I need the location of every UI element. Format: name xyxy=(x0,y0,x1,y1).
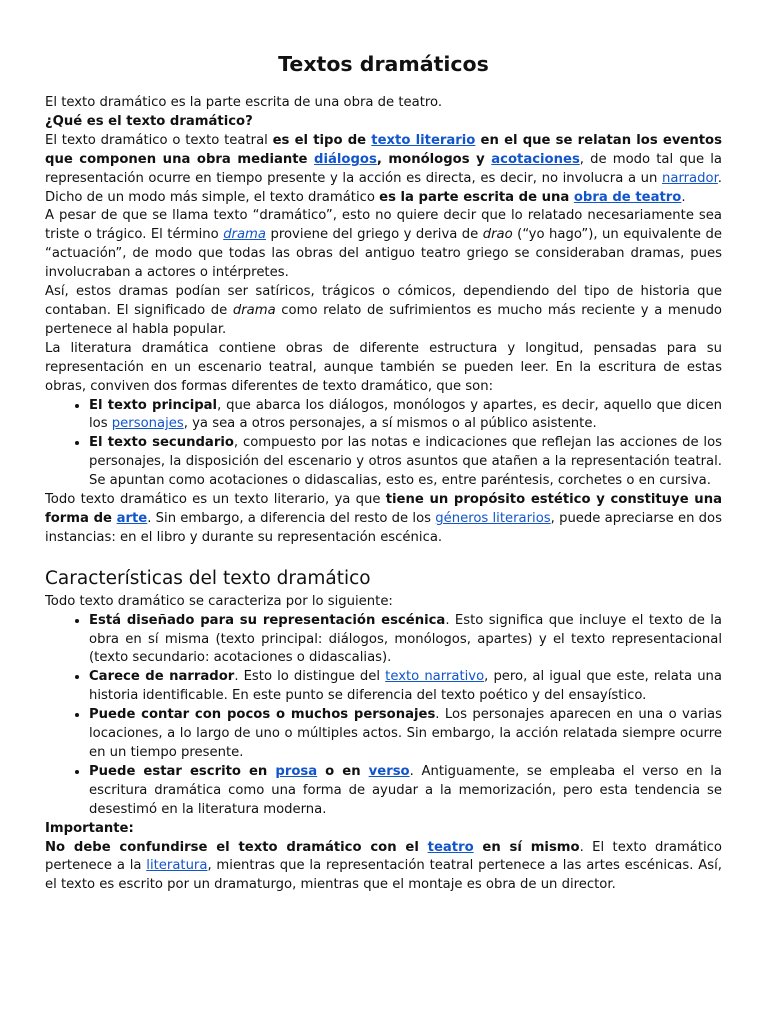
bold-text: Puede estar escrito en xyxy=(89,763,276,779)
inline-link[interactable]: texto literario xyxy=(371,132,476,148)
caracteristicas-section xyxy=(45,593,722,896)
inline-link[interactable]: texto narrativo xyxy=(385,669,485,685)
intro-closing-paragraphs xyxy=(45,491,722,548)
text-run: . Esto lo distingue del xyxy=(234,669,386,685)
text-run: como relato de sufrimientos es mucho más reciente y a menudo pertenece al habla popular. xyxy=(45,302,723,337)
text-run: , ya sea a otros personajes, a sí mismos o al público asistente. xyxy=(183,416,597,432)
bold-text: tiene un propósito estético y constituye una forma de xyxy=(45,492,722,526)
text-run: El texto dramático es la parte escrita de una obra de teatro. xyxy=(45,95,443,110)
bold-text: No debe confundirse el texto dramático con el xyxy=(45,839,428,855)
inline-link[interactable]: narrador xyxy=(662,170,718,186)
text-run: (“yo hago”), un equivalente de “actuación”, de modo que todas las obras del antiguo teatro griego se consideraban dramas, pues involucraban a actores o intérpretes. xyxy=(45,227,722,281)
paragraph xyxy=(45,94,722,113)
text-run: . Sin embargo, a diferencia del resto de los xyxy=(147,510,436,526)
inline-link[interactable]: teatro xyxy=(427,839,474,855)
bold-text: Está diseñado para su representación escénica xyxy=(89,612,446,628)
inline-link[interactable]: prosa xyxy=(275,763,318,779)
text-run: Todo texto dramático se caracteriza por lo siguiente: xyxy=(45,593,393,609)
bold-text: El texto secundario xyxy=(89,435,234,451)
paragraph xyxy=(45,113,722,132)
paragraph xyxy=(45,132,722,208)
inline-link[interactable]: géneros literarios xyxy=(435,510,551,526)
text-run: La literatura dramática contiene obras de diferente estructura y longitud, pensadas para su representación en un escenario teatral, aunque también se pueden leer. En la escritura de estas obras, conviven dos formas diferentes de texto dramático, que son: xyxy=(45,340,722,394)
text-run: , pero, al igual que este, relata una historia identificable. En este punto se diferencia del texto poético y del ensayístico. xyxy=(89,669,722,704)
text-run: A pesar de que se llama texto “dramático”, esto no quiere decir que lo relatado necesariamente sea triste o trágico. El término xyxy=(45,208,722,243)
bold-text: es la parte escrita de una xyxy=(379,189,574,205)
text-run: , mientras que la representación teatral pertenece a las artes escénicas. Así, el texto es escrito por un dramaturgo, mientras que el montaje es obra de un director. xyxy=(45,858,722,893)
bold-text: en sí mismo xyxy=(473,839,580,855)
text-run: Así, estos dramas podían ser satíricos, trágicos o cómicos, dependiendo del tipo de historia que contaban. El significado de xyxy=(45,284,722,318)
italic-text: drama xyxy=(232,302,276,318)
text-run: Todo texto dramático es un texto literario, ya que xyxy=(45,492,386,508)
bold-text: ¿Qué es el texto dramático? xyxy=(45,113,253,129)
bold-text: Carece de narrador xyxy=(89,669,235,685)
inline-link[interactable]: obra de teatro xyxy=(573,189,682,205)
list-item xyxy=(89,706,722,763)
text-run: . xyxy=(681,189,686,205)
paragraph xyxy=(45,283,722,340)
inline-link[interactable]: diálogos xyxy=(314,151,377,167)
italic-text: drao xyxy=(482,227,513,243)
list-item xyxy=(89,763,722,820)
bold-text: El texto principal xyxy=(89,397,218,413)
paragraph xyxy=(45,839,722,896)
bold-text: o en xyxy=(317,763,369,779)
list-item xyxy=(89,434,722,491)
paragraph xyxy=(45,340,722,397)
inline-link[interactable]: drama xyxy=(223,227,266,243)
bold-text: en el que se relatan los eventos que componen una obra mediante xyxy=(45,132,722,167)
text-run: , que abarca los diálogos, monólogos y apartes, es decir, aquello que dicen los xyxy=(89,397,722,432)
paragraph xyxy=(45,593,722,612)
inline-link[interactable]: verso xyxy=(368,763,410,779)
section-heading-caracteristicas: Características del texto dramático xyxy=(45,567,371,589)
intro-bullet-list xyxy=(45,397,722,492)
inline-link[interactable]: personajes xyxy=(111,416,184,432)
text-run: , puede apreciarse en dos instancias: en el libro y durante su representación escénica. xyxy=(45,510,722,545)
text-run: . Esto significa que incluye el texto de la obra en sí misma (texto principal: diálogos, monólogos, apartes) y el texto representacional (texto secundario: acotaciones o didascalias). xyxy=(89,612,722,666)
text-run: . Antiguamente, se empleaba el verso en la escritura dramática como una forma de ayudar a la memorización, pero esta tendencia se desestimó en la literatura moderna. xyxy=(89,763,723,817)
text-run: . El texto dramático pertenece a la xyxy=(45,839,722,874)
bold-text: , monólogos y xyxy=(376,151,492,167)
inline-link[interactable]: arte xyxy=(116,510,148,526)
text-run: , de modo tal que la representación ocurre en tiempo presente y la acción es directa, es decir, no involucra a un xyxy=(45,151,723,186)
caracteristicas-bullet-list xyxy=(45,612,722,820)
list-item xyxy=(89,668,722,706)
paragraph xyxy=(45,820,722,839)
section-intro-paragraphs xyxy=(45,593,722,612)
paragraph xyxy=(45,207,722,283)
bold-text: Importante: xyxy=(45,820,134,836)
intro-section xyxy=(45,94,722,548)
text-run: . Dicho de un modo más simple, el texto dramático xyxy=(45,170,722,205)
bold-text: es el tipo de xyxy=(272,132,372,148)
list-item xyxy=(89,612,722,669)
section-closing-paragraphs xyxy=(45,820,722,896)
inline-link[interactable]: literatura xyxy=(146,858,208,874)
list-item xyxy=(89,397,722,435)
text-run: . Los personajes aparecen en una o varias locaciones, a lo largo de uno o múltiples actos. Sin embargo, la acción relatada siempre ocurre en un tiempo presente. xyxy=(89,707,722,760)
intro-paragraphs xyxy=(45,94,722,397)
text-run: , compuesto por las notas e indicaciones que reflejan las acciones de los personajes, la disposición del escenario y otros asuntos que atañen a la representación teatral. Se apuntan como acotaciones o didascalias, esto es, entre paréntesis, corchetes o en cursiva. xyxy=(89,435,723,489)
inline-link[interactable]: acotaciones xyxy=(491,151,580,167)
bold-text: Puede contar con pocos o muchos personajes xyxy=(89,707,436,723)
paragraph xyxy=(45,491,722,548)
document-title: Textos dramáticos xyxy=(278,52,489,76)
text-run: El texto dramático o texto teatral xyxy=(45,132,273,148)
text-run: proviene del griego y deriva de xyxy=(266,227,483,243)
